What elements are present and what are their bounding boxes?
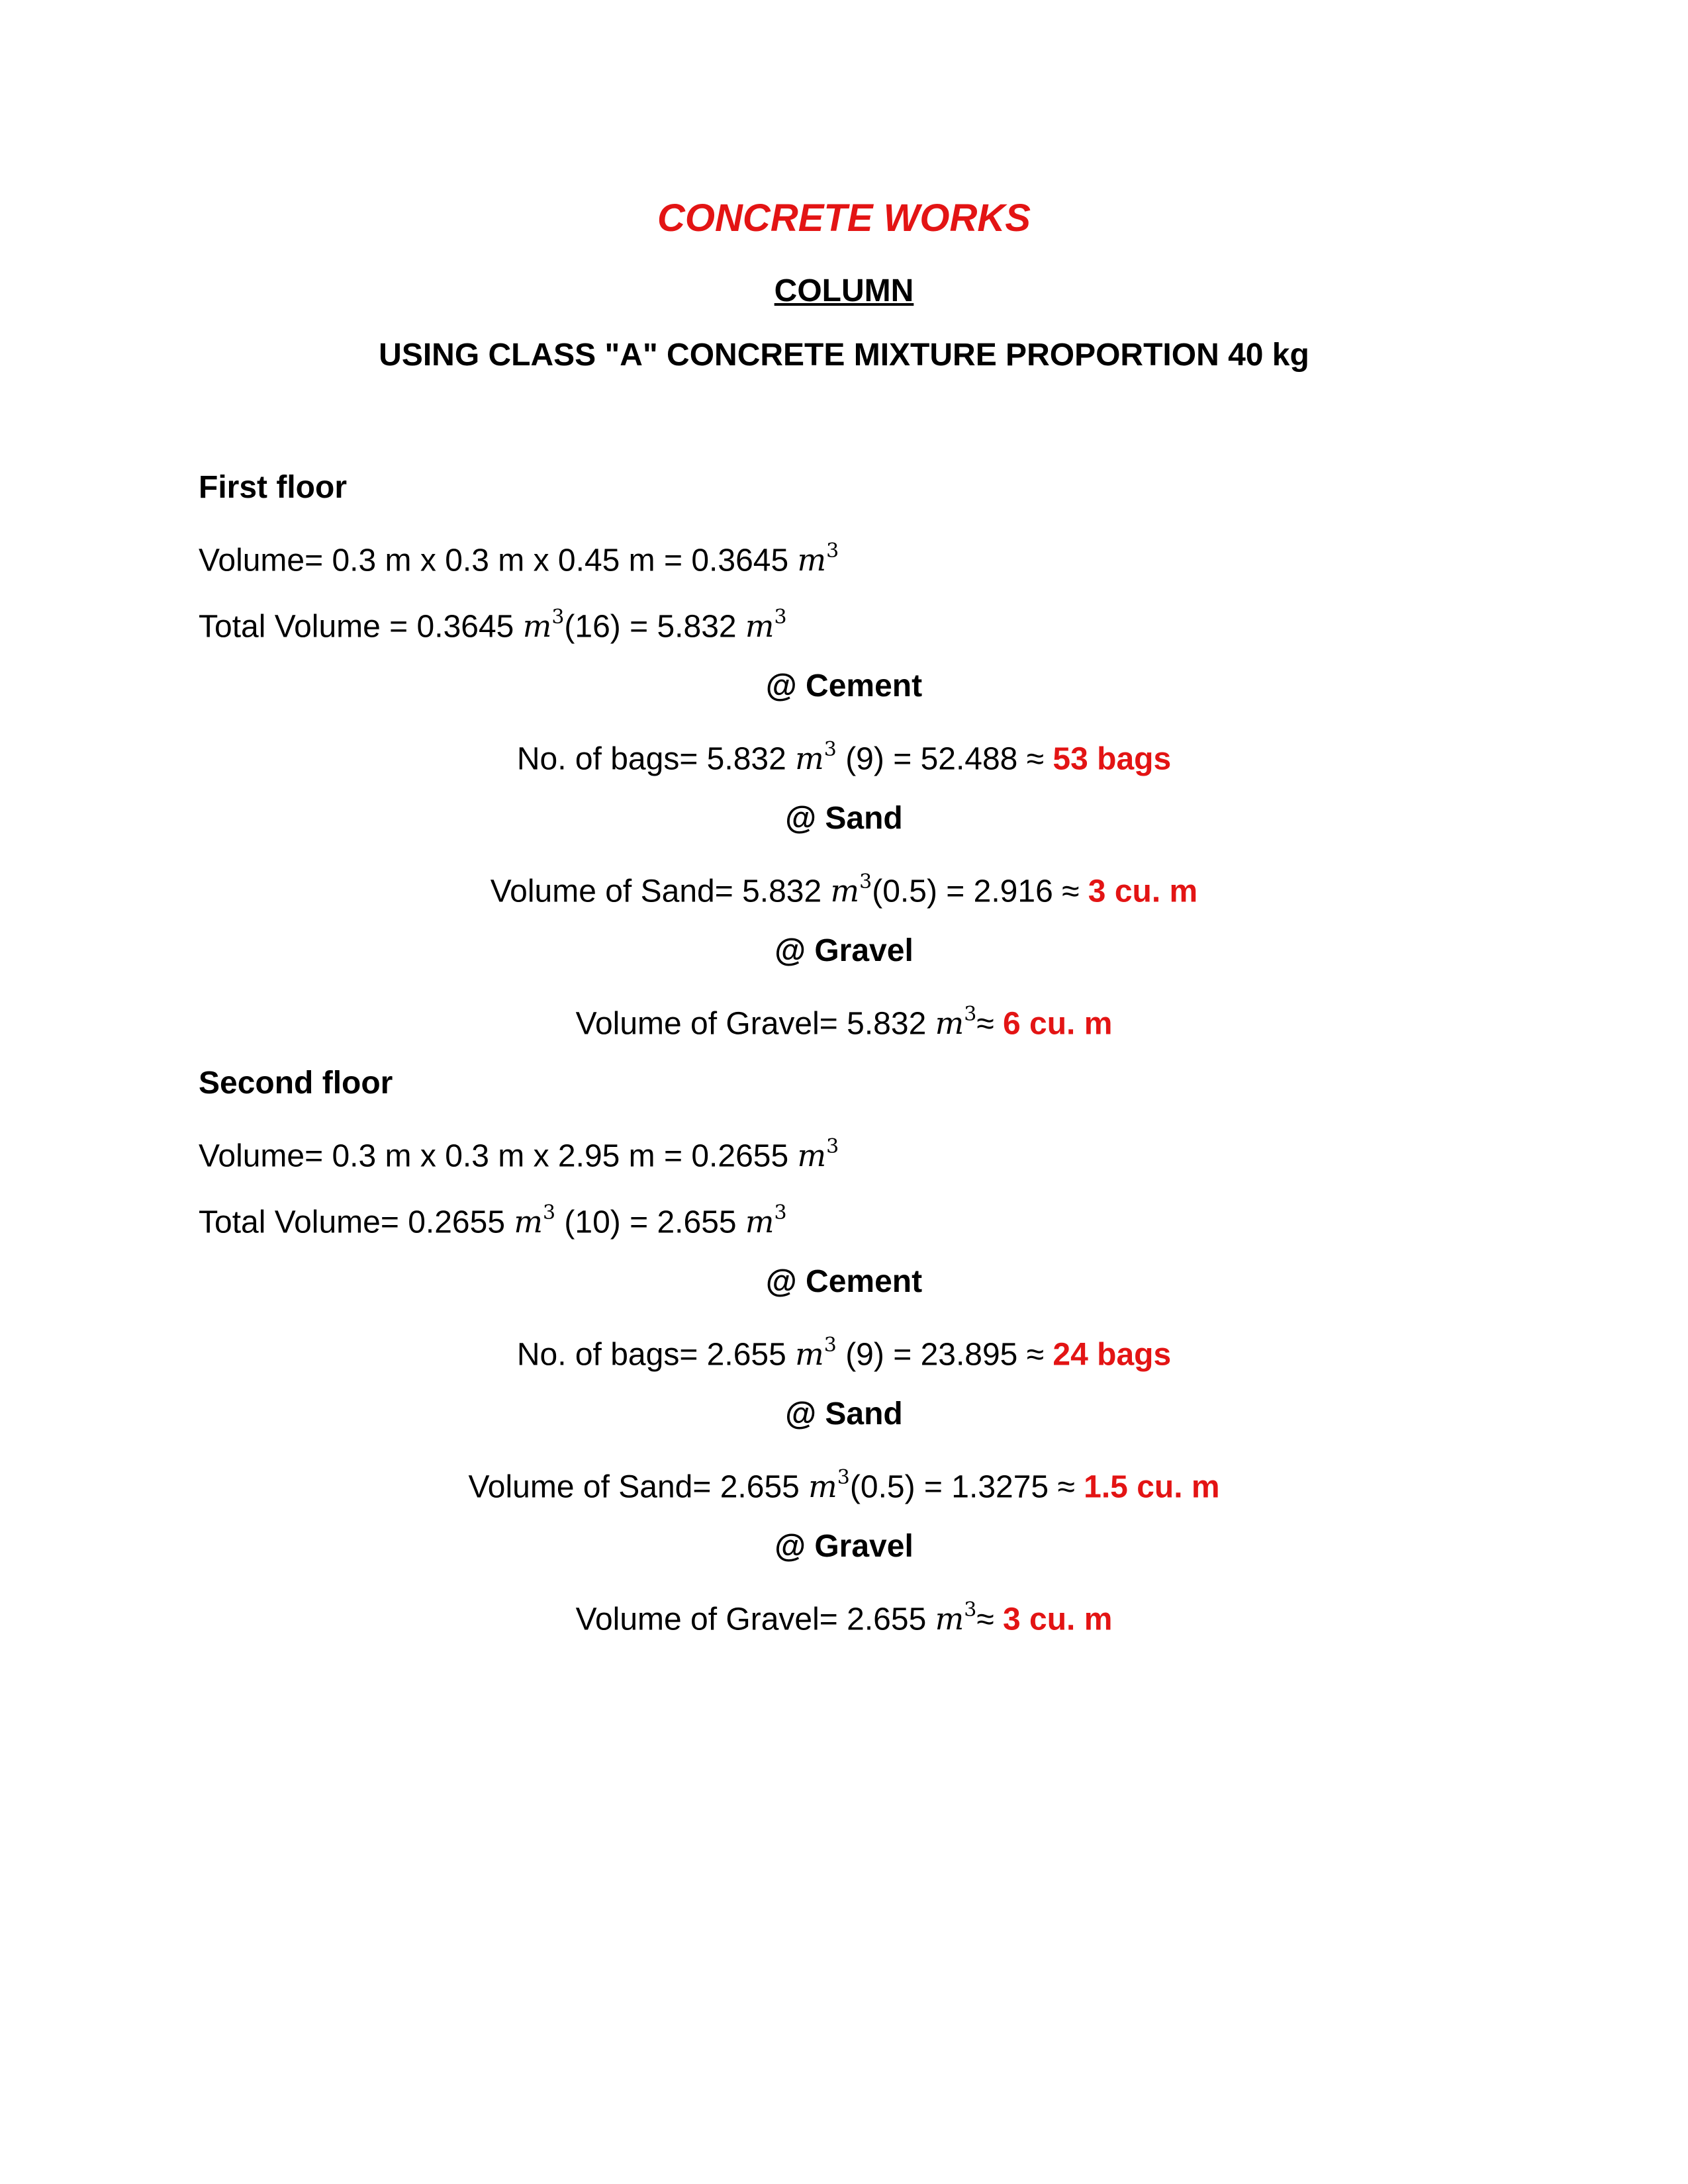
- first-sand-result: 3 cu. m: [1088, 874, 1198, 909]
- second-sand-line: Volume of Sand= 2.655 $m^3(0.5) = 1.3275 \approx 1.5$ cu. m: [468, 1466, 1220, 1505]
- first-sand-line: Volume of Sand= 5.832 $m^3(0.5) = 2.916 \approx 3$ cu. m: [490, 870, 1198, 909]
- second-volume-line: Volume= 0.3 m x 0.3 m x 2.95 m = 0.2655 $m^3$: [199, 1135, 839, 1174]
- first-total-line: Total Volume = 0.3645 $m^3(16) = 5.832$ $m^3$: [199, 606, 787, 645]
- doc-subtitle: COLUMN: [774, 273, 914, 308]
- second-gravel-result: 3 cu. m: [1003, 1602, 1113, 1637]
- first-sand-heading: @ Sand: [785, 801, 903, 836]
- first-volume-line: Volume= 0.3 m x 0.3 m x 0.45 m = 0.3645 $m^3$: [199, 539, 839, 578]
- first-gravel-result: 6 cu. m: [1003, 1006, 1113, 1042]
- first-cement-heading: @ Cement: [765, 668, 923, 704]
- second-cement-heading: @ Cement: [765, 1264, 923, 1299]
- second-floor-heading: Second floor: [199, 1066, 393, 1101]
- second-bags-line: No. of bags= 2.655 $m^3$ (9) = 23.895 ≈ 24 bags: [516, 1334, 1172, 1373]
- first-gravel-line: Volume of Gravel= 5.832 $m^3\approx 6$ cu. m: [575, 1003, 1113, 1042]
- second-total-line: Total Volume= 0.2655 $m^3$ (10) = 2.655 $m^3$: [199, 1201, 787, 1240]
- first-gravel-heading: @ Gravel: [774, 933, 914, 968]
- first-bags-line: No. of bags= 5.832 $m^3$ (9) = 52.488 ≈ 53 bags: [516, 738, 1172, 777]
- second-sand-result: 1.5 cu. m: [1084, 1469, 1220, 1505]
- second-gravel-heading: @ Gravel: [774, 1529, 914, 1564]
- second-bags-result: 24 bags: [1053, 1337, 1172, 1373]
- doc-title: CONCRETE WORKS: [657, 197, 1031, 240]
- first-bags-result: 53 bags: [1053, 741, 1172, 777]
- second-gravel-line: Volume of Gravel= 2.655 $m^3\approx 3$ cu. m: [575, 1598, 1113, 1637]
- second-sand-heading: @ Sand: [785, 1396, 903, 1432]
- class-line: USING CLASS "A" CONCRETE MIXTURE PROPORTION 40 kg: [379, 338, 1309, 373]
- first-floor-heading: First floor: [199, 470, 347, 505]
